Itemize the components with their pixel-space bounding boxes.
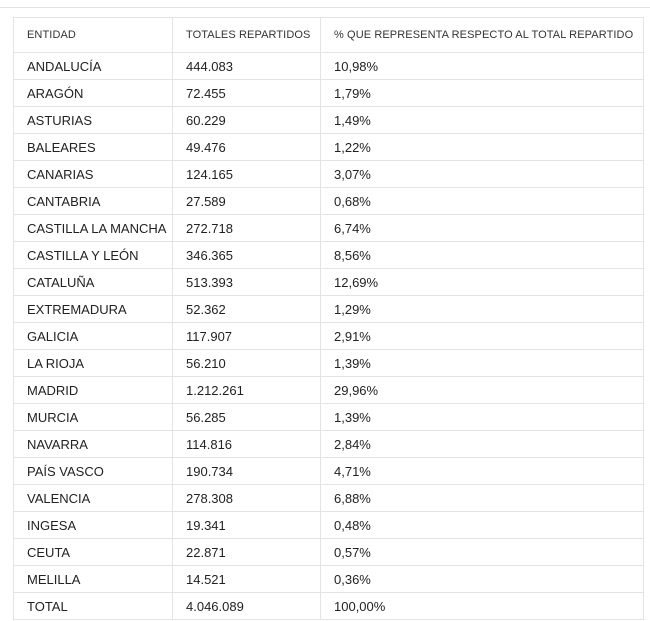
cell-entidad: CANTABRIA xyxy=(14,188,173,215)
cell-entidad: VALENCIA xyxy=(14,485,173,512)
table-body xyxy=(14,53,644,620)
cell-entidad: ANDALUCÍA xyxy=(14,53,173,80)
table-row xyxy=(14,161,644,188)
cell-porcentaje: 3,07% xyxy=(321,161,644,188)
cell-total: 56.285 xyxy=(173,404,321,431)
cell-entidad: ASTURIAS xyxy=(14,107,173,134)
cell-entidad: MADRID xyxy=(14,377,173,404)
cell-entidad: CASTILLA LA MANCHA xyxy=(14,215,173,242)
cell-porcentaje: 8,56% xyxy=(321,242,644,269)
cell-porcentaje: 2,91% xyxy=(321,323,644,350)
cell-porcentaje: 6,88% xyxy=(321,485,644,512)
distribution-table xyxy=(13,17,644,620)
cell-porcentaje: 1,39% xyxy=(321,404,644,431)
cell-porcentaje: 0,68% xyxy=(321,188,644,215)
table-row xyxy=(14,188,644,215)
cell-total: 272.718 xyxy=(173,215,321,242)
header-totales-repartidos: TOTALES REPARTIDOS xyxy=(173,18,321,53)
cell-porcentaje: 4,71% xyxy=(321,458,644,485)
table-row xyxy=(14,431,644,458)
table-row xyxy=(14,80,644,107)
cell-total: 114.816 xyxy=(173,431,321,458)
table-row xyxy=(14,593,644,620)
cell-porcentaje: 0,36% xyxy=(321,566,644,593)
table-row xyxy=(14,134,644,161)
cell-total: 60.229 xyxy=(173,107,321,134)
cell-total: 1.212.261 xyxy=(173,377,321,404)
cell-total: 49.476 xyxy=(173,134,321,161)
cell-total: 4.046.089 xyxy=(173,593,321,620)
cell-porcentaje: 1,49% xyxy=(321,107,644,134)
cell-total: 444.083 xyxy=(173,53,321,80)
cell-porcentaje: 0,57% xyxy=(321,539,644,566)
cell-entidad: LA RIOJA xyxy=(14,350,173,377)
cell-porcentaje: 1,39% xyxy=(321,350,644,377)
cell-total: 56.210 xyxy=(173,350,321,377)
cell-entidad: CEUTA xyxy=(14,539,173,566)
table-row xyxy=(14,350,644,377)
header-porcentaje: % QUE REPRESENTA RESPECTO AL TOTAL REPARTIDO xyxy=(321,18,644,53)
table-row xyxy=(14,566,644,593)
cell-entidad: ARAGÓN xyxy=(14,80,173,107)
cell-total: 513.393 xyxy=(173,269,321,296)
cell-total: 190.734 xyxy=(173,458,321,485)
cell-total: 346.365 xyxy=(173,242,321,269)
cell-entidad: PAÍS VASCO xyxy=(14,458,173,485)
cell-total: 124.165 xyxy=(173,161,321,188)
cell-entidad: CANARIAS xyxy=(14,161,173,188)
cell-entidad: GALICIA xyxy=(14,323,173,350)
table-row xyxy=(14,242,644,269)
table-row xyxy=(14,53,644,80)
cell-porcentaje: 29,96% xyxy=(321,377,644,404)
cell-porcentaje: 2,84% xyxy=(321,431,644,458)
table-row xyxy=(14,215,644,242)
cell-entidad: CATALUÑA xyxy=(14,269,173,296)
cell-porcentaje: 10,98% xyxy=(321,53,644,80)
table-header xyxy=(14,18,644,53)
header-entidad: ENTIDAD xyxy=(14,18,173,53)
table-row xyxy=(14,269,644,296)
cell-entidad: BALEARES xyxy=(14,134,173,161)
header-row xyxy=(14,18,644,53)
cell-total: 278.308 xyxy=(173,485,321,512)
cell-total: 22.871 xyxy=(173,539,321,566)
cell-entidad: MURCIA xyxy=(14,404,173,431)
table-row xyxy=(14,323,644,350)
table-row xyxy=(14,107,644,134)
cell-porcentaje: 1,29% xyxy=(321,296,644,323)
table-row xyxy=(14,296,644,323)
cell-entidad: EXTREMADURA xyxy=(14,296,173,323)
table-row xyxy=(14,377,644,404)
table-row xyxy=(14,485,644,512)
cell-total: 52.362 xyxy=(173,296,321,323)
cell-total: 27.589 xyxy=(173,188,321,215)
cell-entidad: MELILLA xyxy=(14,566,173,593)
cell-entidad: TOTAL xyxy=(14,593,173,620)
table-row xyxy=(14,512,644,539)
cell-entidad: NAVARRA xyxy=(14,431,173,458)
cell-total: 117.907 xyxy=(173,323,321,350)
cell-entidad: INGESA xyxy=(14,512,173,539)
table-row xyxy=(14,404,644,431)
cell-porcentaje: 6,74% xyxy=(321,215,644,242)
cell-total: 19.341 xyxy=(173,512,321,539)
cell-porcentaje: 1,22% xyxy=(321,134,644,161)
cell-total: 14.521 xyxy=(173,566,321,593)
table-row xyxy=(14,539,644,566)
cell-entidad: CASTILLA Y LEÓN xyxy=(14,242,173,269)
cell-total: 72.455 xyxy=(173,80,321,107)
cell-porcentaje: 0,48% xyxy=(321,512,644,539)
top-divider xyxy=(0,7,650,8)
cell-porcentaje: 1,79% xyxy=(321,80,644,107)
table-row xyxy=(14,458,644,485)
cell-porcentaje: 12,69% xyxy=(321,269,644,296)
cell-porcentaje: 100,00% xyxy=(321,593,644,620)
